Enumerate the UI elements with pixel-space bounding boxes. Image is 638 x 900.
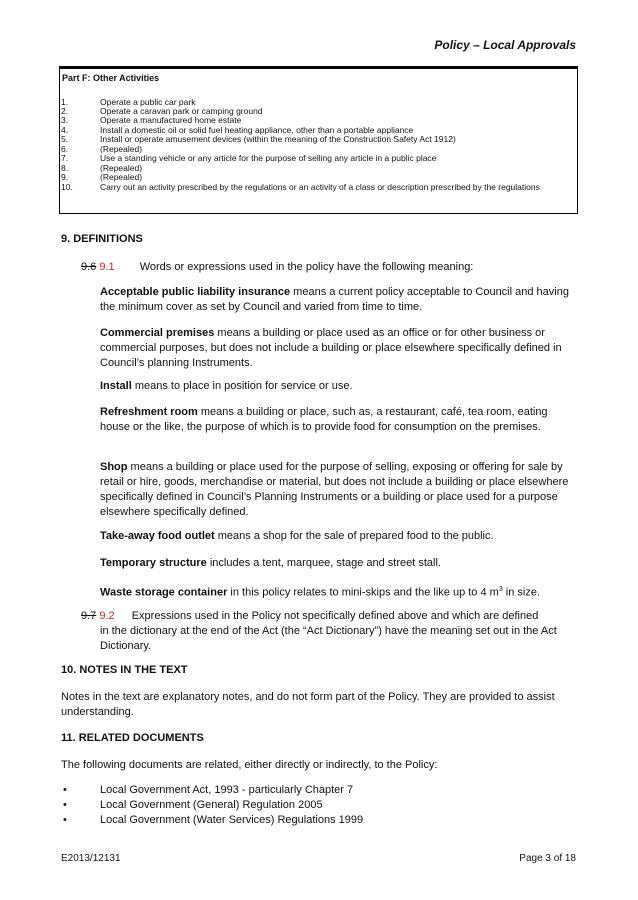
inserted-clause-number: 9.2 [99,610,115,622]
deleted-clause-number: 9.7 [81,610,97,622]
definition-item-waste: Waste storage container in this policy relates to mini-skips and the like up to 4 $m^3$ in size. [100,586,541,599]
related-heading: 11. RELATED DOCUMENTS [61,732,204,744]
footer-doc-ref: E2013/12131 [61,853,121,864]
part-f-table: Part F: Other Activities 1. Operate a public car park 2. Operate a caravan park or camping ground 3. Operate a manufactured home estate 4. Install a domestic oil or solid fuel heating appliance, other than a portable appliance 5. Install or operate amusement devices (within the meaning of the Construction Safety Act 1912) 6. (Repealed) 7. Use a standing vehicle or any article for the purpose of selling any article in a public place 8. (Repealed) 9. (Repealed) 10. Carry out an activity prescribed by the regulations or an activity of a class or description prescribed by the regulations [59,66,578,214]
definition-item: Shop means a building or place used for the purpose of selling, exposing or offering for sale by retail or hire, goods, merchandise or material, but does not include a building or place elsewhere specifically defined in Council’s Planning Instruments or a building or place used for a purpose elsewhere specifically defined. [100,461,569,518]
bullet-icon: • [63,814,67,826]
list-item: Local Government (Water Services) Regulations 1999 [100,814,364,826]
list-item: Local Government Act, 1993 - particularly Chapter 7 [100,784,354,796]
notes-text: Notes in the text are explanatory notes, and do not form part of the Policy. They are provided to assist understanding. [61,691,555,718]
bullet-icon: • [63,799,67,811]
definition-item: Commercial premises means a building or place used as an office or for other business or commercial purposes, but does not include a building or place elsewhere specifically defined in Council’s planning Instruments. [100,327,562,369]
definitions-heading: 9. DEFINITIONS [61,233,143,245]
deleted-clause-number: 9.6 [81,261,97,273]
inserted-clause-number: 9.1 [99,261,115,273]
related-intro: The following documents are related, either directly or indirectly, to the Policy: [61,759,438,771]
definitions-para-2: 9.7 9.2 Expressions used in the Policy not specifically defined above and which are defined [81,610,539,622]
part-f-title: Part F: Other Activities [62,73,160,83]
notes-heading: 10. NOTES IN THE TEXT [61,664,188,676]
definitions-para-1: 9.6 9.1 Words or expressions used in the policy have the following meaning: [81,261,474,273]
bullet-icon: • [63,784,67,796]
definition-item: Refreshment room means a building or place, such as, a restaurant, café, tea room, eating house or the like, the purpose of which is to provide food for consumption on the premises. [100,406,548,433]
definition-item: Acceptable public liability insurance means a current policy acceptable to Council and having the minimum cover as set by Council and varied from time to time. [100,286,569,313]
list-item: Local Government (General) Regulation 2005 [100,799,323,811]
definition-item: Take-away food outlet means a shop for the sale of prepared food to the public. [100,530,494,542]
page-header-title: Policy – Local Approvals [434,38,576,52]
footer-page-number: Page 3 of 18 [519,853,576,864]
definitions-para-2-cont: in the dictionary at the end of the Act (the “Act Dictionary”) have the meaning set out in the Act Dictionary. [100,625,557,652]
definition-item: Install means to place in position for service or use. [100,380,353,392]
definition-item: Temporary structure includes a tent, marquee, stage and street stall. [100,557,441,569]
